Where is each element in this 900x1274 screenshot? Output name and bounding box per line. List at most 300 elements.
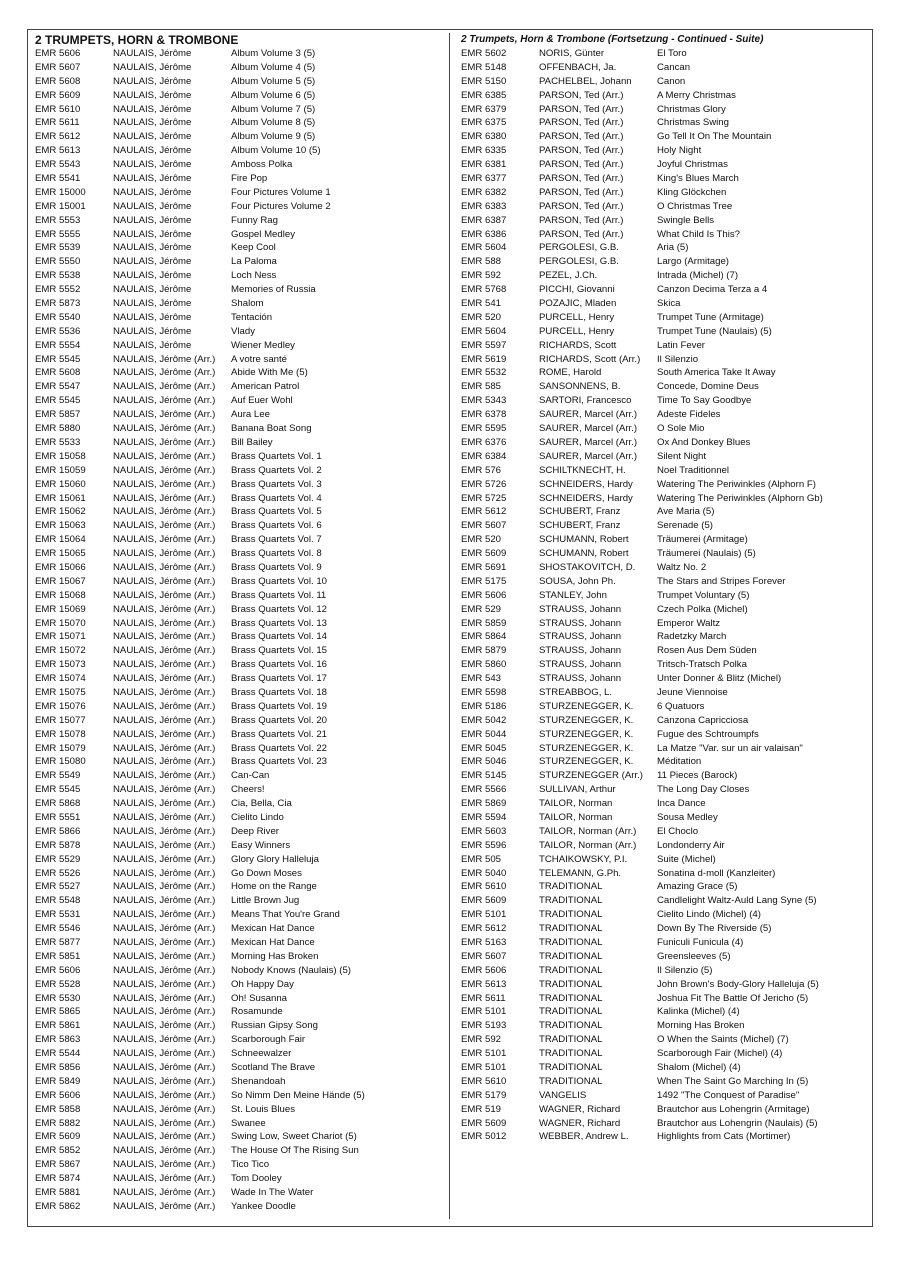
composer-name: PACHELBEL, Johann: [539, 75, 632, 87]
catalog-number: EMR 5545: [35, 353, 81, 365]
catalog-number: EMR 5609: [461, 548, 507, 560]
catalog-entry: [35, 1047, 443, 1061]
catalog-entry: [461, 797, 867, 811]
piece-title: Shalom: [231, 298, 264, 310]
catalog-number: EMR 5045: [461, 742, 507, 754]
catalog-entry: [461, 47, 867, 61]
piece-title: Four Pictures Volume 2: [231, 200, 331, 212]
catalog-number: EMR 6381: [461, 159, 507, 171]
composer-name: PURCELL, Henry: [539, 311, 615, 323]
composer-name: NAULAIS, Jérôme: [113, 284, 192, 296]
catalog-entry: [35, 61, 443, 75]
piece-title: Largo (Armitage): [657, 256, 729, 268]
catalog-number: EMR 5873: [35, 298, 81, 310]
piece-title: Christmas Glory: [657, 103, 726, 115]
catalog-number: EMR 5882: [35, 1117, 81, 1129]
piece-title: Canzon Decima Terza a 4: [657, 284, 768, 296]
piece-title: Wade In The Water: [231, 1187, 314, 1199]
piece-title: Aura Lee: [231, 409, 270, 421]
catalog-number: EMR 5547: [35, 381, 81, 393]
catalog-number: EMR 5101: [461, 1048, 507, 1060]
catalog-number: EMR 505: [461, 853, 501, 865]
piece-title: Joyful Christmas: [657, 159, 728, 171]
composer-name: STURZENEGGER, K.: [539, 728, 634, 740]
catalog-number: EMR 5101: [461, 1006, 507, 1018]
piece-title: Swanee: [231, 1117, 266, 1129]
composer-name: STURZENEGGER, K.: [539, 756, 634, 768]
catalog-entry: [35, 630, 443, 644]
catalog-entry: [35, 894, 443, 908]
catalog-entry: [461, 241, 867, 255]
composer-name: WAGNER, Richard: [539, 1103, 621, 1115]
catalog-number: EMR 5545: [35, 395, 81, 407]
piece-title: Suite (Michel): [657, 853, 716, 865]
composer-name: STRAUSS, Johann: [539, 603, 622, 615]
composer-name: NAULAIS, Jérôme (Arr.): [113, 645, 216, 657]
catalog-entry: [35, 978, 443, 992]
piece-title: Radetzky March: [657, 631, 727, 643]
catalog-entry: [461, 1005, 867, 1019]
composer-name: NAULAIS, Jérôme (Arr.): [113, 561, 216, 573]
catalog-list: [461, 47, 867, 1144]
piece-title: Brass Quartets Vol. 7: [231, 534, 322, 546]
catalog-entry: [35, 186, 443, 200]
composer-name: PARSON, Ted (Arr.): [539, 173, 624, 185]
composer-name: RICHARDS, Scott: [539, 339, 617, 351]
catalog-entry: [35, 617, 443, 631]
catalog-entry: [461, 366, 867, 380]
composer-name: STREABBOG, L.: [539, 686, 613, 698]
catalog-number: EMR 5551: [35, 811, 81, 823]
piece-title: Go Tell It On The Mountain: [657, 131, 772, 143]
catalog-entry: [35, 686, 443, 700]
catalog-number: EMR 5874: [35, 1173, 81, 1185]
piece-title: What Child Is This?: [657, 228, 740, 240]
catalog-number: EMR 15075: [35, 686, 86, 698]
catalog-entry: [35, 228, 443, 242]
catalog-number: EMR 5101: [461, 909, 507, 921]
piece-title: Jeune Viennoise: [657, 686, 728, 698]
catalog-entry: [461, 464, 867, 478]
catalog-entry: [461, 658, 867, 672]
piece-title: Il Silenzio: [657, 353, 699, 365]
composer-name: STURZENEGGER, K.: [539, 700, 634, 712]
catalog-number: EMR 6376: [461, 436, 507, 448]
catalog-entry: [35, 797, 443, 811]
piece-title: Brass Quartets Vol. 19: [231, 700, 327, 712]
piece-title: Träumerei (Naulais) (5): [657, 548, 756, 560]
piece-title: Brass Quartets Vol. 12: [231, 603, 327, 615]
composer-name: OFFENBACH, Ja.: [539, 61, 617, 73]
composer-name: TRADITIONAL: [539, 978, 603, 990]
piece-title: Tentación: [231, 311, 273, 323]
catalog-number: EMR 15076: [35, 700, 86, 712]
catalog-number: EMR 5553: [35, 214, 81, 226]
composer-name: NAULAIS, Jérôme (Arr.): [113, 673, 216, 685]
catalog-number: EMR 5607: [35, 61, 81, 73]
composer-name: NAULAIS, Jérôme: [113, 131, 192, 143]
composer-name: STANLEY, John: [539, 589, 607, 601]
catalog-entry: [35, 1103, 443, 1117]
composer-name: NAULAIS, Jérôme (Arr.): [113, 1103, 216, 1115]
catalog-number: EMR 15060: [35, 478, 86, 490]
composer-name: STRAUSS, Johann: [539, 673, 622, 685]
catalog-entry: [461, 839, 867, 853]
catalog-entry: [35, 908, 443, 922]
catalog-entry: [35, 575, 443, 589]
catalog-number: EMR 6384: [461, 450, 507, 462]
composer-name: PARSON, Ted (Arr.): [539, 186, 624, 198]
catalog-number: EMR 5555: [35, 228, 81, 240]
piece-title: Méditation: [657, 756, 702, 768]
composer-name: SAURER, Marcel (Arr.): [539, 423, 638, 435]
catalog-number: EMR 15074: [35, 673, 86, 685]
catalog-entry: [461, 519, 867, 533]
piece-title: Brass Quartets Vol. 15: [231, 645, 327, 657]
catalog-number: EMR 15059: [35, 464, 86, 476]
catalog-entry: [35, 1200, 443, 1214]
catalog-number: EMR 5186: [461, 700, 507, 712]
catalog-entry: [461, 339, 867, 353]
composer-name: NAULAIS, Jérôme (Arr.): [113, 964, 216, 976]
piece-title: Brass Quartets Vol. 3: [231, 478, 322, 490]
catalog-number: EMR 5148: [461, 61, 507, 73]
catalog-entry: [35, 464, 443, 478]
catalog-entry: [461, 714, 867, 728]
catalog-entry: [35, 75, 443, 89]
composer-name: PARSON, Ted (Arr.): [539, 131, 624, 143]
section-heading: 2 TRUMPETS, HORN & TROMBONE: [35, 33, 239, 47]
catalog-entry: [461, 186, 867, 200]
catalog-number: EMR 5610: [35, 103, 81, 115]
composer-name: SCHNEIDERS, Hardy: [539, 478, 633, 490]
catalog-entry: [35, 742, 443, 756]
composer-name: PICCHI, Giovanni: [539, 284, 615, 296]
piece-title: A Merry Christmas: [657, 89, 736, 101]
catalog-entry: [35, 172, 443, 186]
catalog-number: EMR 6383: [461, 200, 507, 212]
catalog-number: EMR 5538: [35, 270, 81, 282]
composer-name: NAULAIS, Jérôme: [113, 339, 192, 351]
catalog-number: EMR 15078: [35, 728, 86, 740]
catalog-entry: [35, 269, 443, 283]
piece-title: Serenade (5): [657, 520, 713, 532]
composer-name: NAULAIS, Jérôme: [113, 117, 192, 129]
catalog-entry: [461, 922, 867, 936]
catalog-entry: [461, 964, 867, 978]
catalog-number: EMR 6382: [461, 186, 507, 198]
composer-name: NAULAIS, Jérôme (Arr.): [113, 784, 216, 796]
catalog-entry: [35, 992, 443, 1006]
piece-title: Cia, Bella, Cia: [231, 798, 292, 810]
piece-title: When The Saint Go Marching In (5): [657, 1075, 809, 1087]
piece-title: Adeste Fideles: [657, 409, 721, 421]
composer-name: NAULAIS, Jérôme (Arr.): [113, 756, 216, 768]
piece-title: Concede, Domine Deus: [657, 381, 759, 393]
catalog-entry: [35, 728, 443, 742]
composer-name: PEZEL, J.Ch.: [539, 270, 598, 282]
piece-title: Brass Quartets Vol. 13: [231, 617, 327, 629]
catalog-number: EMR 5012: [461, 1131, 507, 1143]
composer-name: NAULAIS, Jérôme (Arr.): [113, 367, 216, 379]
piece-title: Auf Euer Wohl: [231, 395, 293, 407]
composer-name: NAULAIS, Jérôme (Arr.): [113, 978, 216, 990]
catalog-entry: [461, 283, 867, 297]
catalog-number: EMR 15064: [35, 534, 86, 546]
piece-title: Brass Quartets Vol. 14: [231, 631, 327, 643]
catalog-number: EMR 5101: [461, 1062, 507, 1074]
catalog-number: EMR 5878: [35, 839, 81, 851]
composer-name: TRADITIONAL: [539, 937, 603, 948]
catalog-entry: [461, 603, 867, 617]
catalog-entry: [35, 478, 443, 492]
catalog-number: EMR 6335: [461, 145, 507, 157]
piece-title: Skica: [657, 298, 681, 310]
catalog-entry: [35, 755, 443, 769]
catalog-entry: [461, 1019, 867, 1033]
catalog-entry: [35, 589, 443, 603]
catalog-number: EMR 520: [461, 534, 501, 546]
catalog-entry: [35, 47, 443, 61]
catalog-number: EMR 592: [461, 270, 501, 282]
catalog-entry: [461, 992, 867, 1006]
catalog-number: EMR 5566: [461, 784, 507, 796]
piece-title: Schneewalzer: [231, 1048, 292, 1060]
catalog-entry: [35, 1144, 443, 1158]
catalog-entry: [35, 1117, 443, 1131]
catalog-entry: [461, 561, 867, 575]
piece-title: Brass Quartets Vol. 11: [231, 589, 327, 601]
composer-name: TRADITIONAL: [539, 1062, 603, 1074]
catalog-number: EMR 6385: [461, 89, 507, 101]
catalog-number: EMR 5145: [461, 770, 507, 782]
catalog-number: EMR 15061: [35, 492, 86, 504]
catalog-entry: [461, 61, 867, 75]
piece-title: Sonatina d-moll (Kanzleiter): [657, 867, 776, 879]
catalog-entry: [35, 394, 443, 408]
catalog-number: EMR 5613: [461, 978, 507, 990]
catalog-entry: [461, 1047, 867, 1061]
piece-title: Keep Cool: [231, 242, 276, 254]
piece-title: Bill Bailey: [231, 436, 273, 448]
piece-title: Cheers!: [231, 784, 265, 796]
piece-title: Yankee Doodle: [231, 1200, 296, 1212]
catalog-number: EMR 5604: [461, 242, 507, 254]
catalog-entry: [35, 922, 443, 936]
composer-name: NAULAIS, Jérôme: [113, 214, 192, 226]
composer-name: NAULAIS, Jérôme (Arr.): [113, 1117, 216, 1129]
composer-name: NAULAIS, Jérôme (Arr.): [113, 1075, 216, 1087]
catalog-number: EMR 5857: [35, 409, 81, 421]
catalog-entry: [461, 436, 867, 450]
composer-name: TRADITIONAL: [539, 1048, 603, 1060]
catalog-entry: [35, 658, 443, 672]
catalog-number: EMR 5859: [461, 617, 507, 629]
catalog-number: EMR 5606: [461, 589, 507, 601]
catalog-number: EMR 6377: [461, 173, 507, 185]
composer-name: WEBBER, Andrew L.: [539, 1131, 629, 1143]
piece-title: Trumpet Tune (Armitage): [657, 311, 764, 323]
composer-name: NAULAIS, Jérôme: [113, 325, 192, 337]
piece-title: Nobody Knows (Naulais) (5): [231, 964, 351, 976]
composer-name: TAILOR, Norman: [539, 811, 613, 823]
composer-name: NAULAIS, Jérôme (Arr.): [113, 450, 216, 462]
composer-name: NAULAIS, Jérôme (Arr.): [113, 1034, 216, 1046]
catalog-number: EMR 5864: [461, 631, 507, 643]
catalog-number: EMR 15065: [35, 548, 86, 560]
catalog-entry: [35, 700, 443, 714]
catalog-entry: [35, 325, 443, 339]
composer-name: NAULAIS, Jérôme (Arr.): [113, 839, 216, 851]
piece-title: Album Volume 3 (5): [231, 48, 316, 59]
column-divider: [449, 33, 450, 1219]
composer-name: TAILOR, Norman (Arr.): [539, 825, 637, 837]
catalog-entry: [35, 714, 443, 728]
composer-name: NAULAIS, Jérôme (Arr.): [113, 353, 216, 365]
composer-name: NAULAIS, Jérôme: [113, 200, 192, 212]
composer-name: TCHAIKOWSKY, P.I.: [539, 853, 628, 865]
catalog-entry: [461, 755, 867, 769]
catalog-entry: [461, 880, 867, 894]
catalog-entry: [35, 672, 443, 686]
catalog-number: EMR 5527: [35, 881, 81, 893]
piece-title: Brass Quartets Vol. 23: [231, 756, 327, 768]
catalog-column-right: [461, 33, 867, 1144]
catalog-entry: [461, 116, 867, 130]
piece-title: O Christmas Tree: [657, 200, 733, 212]
composer-name: NAULAIS, Jérôme: [113, 173, 192, 185]
composer-name: PERGOLESI, G.B.: [539, 256, 619, 268]
piece-title: Glory Glory Halleluja: [231, 853, 319, 865]
piece-title: Brass Quartets Vol. 8: [231, 548, 322, 560]
piece-title: Fugue des Schtroumpfs: [657, 728, 759, 740]
catalog-entry: [35, 255, 443, 269]
catalog-number: EMR 588: [461, 256, 501, 268]
piece-title: Brautchor aus Lohengrin (Naulais) (5): [657, 1117, 818, 1129]
catalog-number: EMR 5040: [461, 867, 507, 879]
catalog-number: EMR 5548: [35, 895, 81, 907]
composer-name: SHOSTAKOVITCH, D.: [539, 561, 636, 573]
piece-title: Little Brown Jug: [231, 895, 300, 907]
catalog-number: EMR 5609: [461, 1117, 507, 1129]
catalog-entry: [35, 825, 443, 839]
catalog-number: EMR 5849: [35, 1075, 81, 1087]
piece-title: Kling Glöckchen: [657, 186, 727, 198]
catalog-entry: [35, 1075, 443, 1089]
composer-name: NAULAIS, Jérôme (Arr.): [113, 1159, 216, 1171]
catalog-entry: [35, 297, 443, 311]
piece-title: La Matze "Var. sur un air valaisan": [657, 742, 803, 754]
composer-name: TELEMANN, G.Ph.: [539, 867, 622, 879]
composer-name: NAULAIS, Jérôme: [113, 103, 192, 115]
catalog-entry: [461, 644, 867, 658]
composer-name: NAULAIS, Jérôme (Arr.): [113, 923, 216, 935]
catalog-number: EMR 5851: [35, 950, 81, 962]
piece-title: Träumerei (Armitage): [657, 534, 748, 546]
piece-title: Swing Low, Sweet Chariot (5): [231, 1131, 357, 1143]
catalog-number: EMR 5550: [35, 256, 81, 268]
catalog-number: EMR 5606: [35, 1089, 81, 1101]
catalog-entry: [461, 950, 867, 964]
catalog-number: EMR 5193: [461, 1020, 507, 1032]
catalog-entry: [461, 103, 867, 117]
piece-title: Gospel Medley: [231, 228, 295, 240]
piece-title: Brass Quartets Vol. 20: [231, 714, 327, 726]
composer-name: NAULAIS, Jérôme (Arr.): [113, 825, 216, 837]
catalog-entry: [461, 353, 867, 367]
catalog-entry: [35, 1033, 443, 1047]
composer-name: NAULAIS, Jérôme (Arr.): [113, 937, 216, 948]
catalog-entry: [461, 728, 867, 742]
catalog-number: EMR 5598: [461, 686, 507, 698]
catalog-entry: [461, 867, 867, 881]
composer-name: NAULAIS, Jérôme: [113, 48, 192, 59]
catalog-entry: [35, 130, 443, 144]
catalog-entry: [35, 89, 443, 103]
catalog-entry: [461, 686, 867, 700]
catalog-entry: [35, 353, 443, 367]
catalog-entry: [35, 505, 443, 519]
piece-title: Down By The Riverside (5): [657, 923, 772, 935]
catalog-number: EMR 5554: [35, 339, 81, 351]
piece-title: Czech Polka (Michel): [657, 603, 748, 615]
composer-name: NAULAIS, Jérôme (Arr.): [113, 423, 216, 435]
catalog-entry: [461, 255, 867, 269]
piece-title: South America Take It Away: [657, 367, 776, 379]
catalog-entry: [35, 533, 443, 547]
catalog-entry: [35, 644, 443, 658]
piece-title: Oh Happy Day: [231, 978, 294, 990]
catalog-number: EMR 5868: [35, 798, 81, 810]
composer-name: SAURER, Marcel (Arr.): [539, 409, 638, 421]
catalog-entry: [461, 825, 867, 839]
composer-name: NAULAIS, Jérôme (Arr.): [113, 1131, 216, 1143]
piece-title: Highlights from Cats (Mortimer): [657, 1131, 791, 1143]
catalog-entry: [461, 936, 867, 950]
piece-title: Unter Donner & Blitz (Michel): [657, 673, 782, 685]
catalog-number: EMR 5179: [461, 1089, 507, 1101]
catalog-entry: [35, 311, 443, 325]
catalog-number: EMR 15072: [35, 645, 86, 657]
composer-name: NAULAIS, Jérôme (Arr.): [113, 1145, 216, 1157]
catalog-entry: [461, 617, 867, 631]
catalog-entry: [35, 1130, 443, 1144]
composer-name: NAULAIS, Jérôme: [113, 256, 192, 268]
composer-name: SCHILTKNECHT, H.: [539, 464, 626, 476]
piece-title: Memories of Russia: [231, 284, 316, 296]
catalog-entry: [35, 241, 443, 255]
catalog-entry: [35, 519, 443, 533]
piece-title: Rosen Aus Dem Süden: [657, 645, 757, 657]
catalog-entry: [461, 1089, 867, 1103]
piece-title: Easy Winners: [231, 839, 291, 851]
piece-title: Watering The Periwinkles (Alphorn Gb): [657, 492, 823, 504]
catalog-number: EMR 5175: [461, 575, 507, 587]
catalog-entry: [461, 894, 867, 908]
piece-title: Go Down Moses: [231, 867, 302, 879]
piece-title: Morning Has Broken: [657, 1020, 745, 1032]
catalog-entry: [35, 603, 443, 617]
catalog-entry: [35, 422, 443, 436]
composer-name: NAULAIS, Jérôme: [113, 61, 192, 73]
composer-name: TRADITIONAL: [539, 895, 603, 907]
catalog-entry: [461, 1061, 867, 1075]
catalog-number: EMR 5610: [461, 881, 507, 893]
piece-title: Brass Quartets Vol. 4: [231, 492, 322, 504]
composer-name: NAULAIS, Jérôme (Arr.): [113, 728, 216, 740]
catalog-entry: [461, 130, 867, 144]
composer-name: NAULAIS, Jérôme: [113, 145, 192, 157]
